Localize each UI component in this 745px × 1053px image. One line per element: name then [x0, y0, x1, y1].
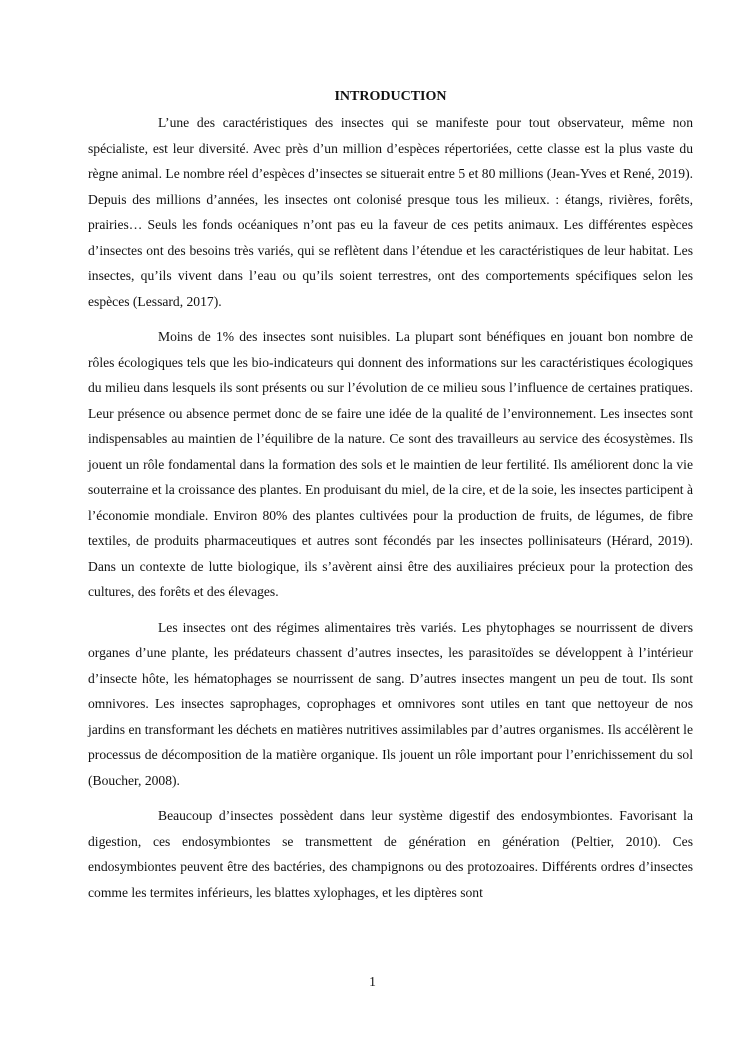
paragraph-diets: Les insectes ont des régimes alimentaires très variés. Les phytophages se nourrissent de divers organes d’une plante, les prédateurs chassent d’autres insectes, les parasitoïdes se développent à l’intérieur d’insecte hôte, les hématophages se nourrissent de sang. D’autres insectes mangent un peu de tout. Ils sont omnivores. Les insectes saprophages, coprophages et omnivores sont utiles en tant que nettoyeur de nos jardins en transformant les déchets en matières nutritives assimilables par d’autres organismes. Ils accélèrent le processus de décomposition de la matière organique. Ils jouent un rôle important pour l’enrichissement du sol (Boucher, 2008).	[88, 619, 693, 788]
paragraph-diversity: L’une des caractéristiques des insectes qui se manifeste pour tout observateur, même non spécialiste, est leur diversité. Avec près d’un million d’espèces répertoriées, cette classe est la plus vaste du règne animal. Le nombre réel d’espèces d’insectes se situerait entre 5 et 80 millions (Jean-Yves et René, 2019). Depuis des millions d’années, les insectes ont colonisé presque tous les milieux. : étangs, rivières, forêts, prairies… Seuls les fonds océaniques n’ont pas eu la faveur de ces petits animaux. Les différentes espèces d’insectes ont des besoins très variés, qui se reflètent dans l’étendue et les caractéristiques de leur habitat. Les insectes, qu’ils vivent dans l’eau ou qu’ils soient terrestres, ont des comportements spécifiques selon les espèces (Lessard, 2017).	[88, 115, 693, 309]
paragraph-ecological-roles: Moins de 1% des insectes sont nuisibles. La plupart sont bénéfiques en jouant bon nombre de rôles écologiques tels que les bio-indicateurs qui donnent des informations sur les caractéristiques écologiques du milieu dans lesquels ils sont présents ou sur l’évolution de ce milieu sous l’influence de certaines pratiques. Leur présence ou absence permet donc de se faire une idée de la qualité de l’environnement. Les insectes sont indispensables au maintien de l’équilibre de la nature. Ce sont des travailleurs au service des écosystèmes. Ils jouent un rôle fondamental dans la formation des sols et le maintien de leur fertilité. Ils améliorent donc la vie souterraine et la croissance des plantes. En produisant du miel, de la cire, et de la soie, les insectes participent à l’économie mondiale. Environ 80% des plantes cultivées pour la production de fruits, de légumes, de fibre textiles, de produits pharmaceutiques et autres sont fécondés par les insectes pollinisateurs (Hérard, 2019). Dans un contexte de lutte biologique, ils s’avèrent ainsi être des auxiliaires précieux pour la protection des cultures, des forêts et des élevages.	[88, 329, 693, 599]
paragraph-endosymbionts: Beaucoup d’insectes possèdent dans leur système digestif des endosymbiontes. Favorisant la digestion, ces endosymbiontes se transmettent de génération en génération (Peltier, 2010). Ces endosymbiontes peuvent être des bactéries, des champignons ou des protozoaires. Différents ordres d’insectes comme les termites inférieurs, les blattes xylophages, et les diptères sont	[88, 808, 693, 900]
document-body	[88, 86, 693, 915]
page-title: INTRODUCTION	[334, 89, 447, 104]
page-number: 1	[369, 974, 376, 989]
